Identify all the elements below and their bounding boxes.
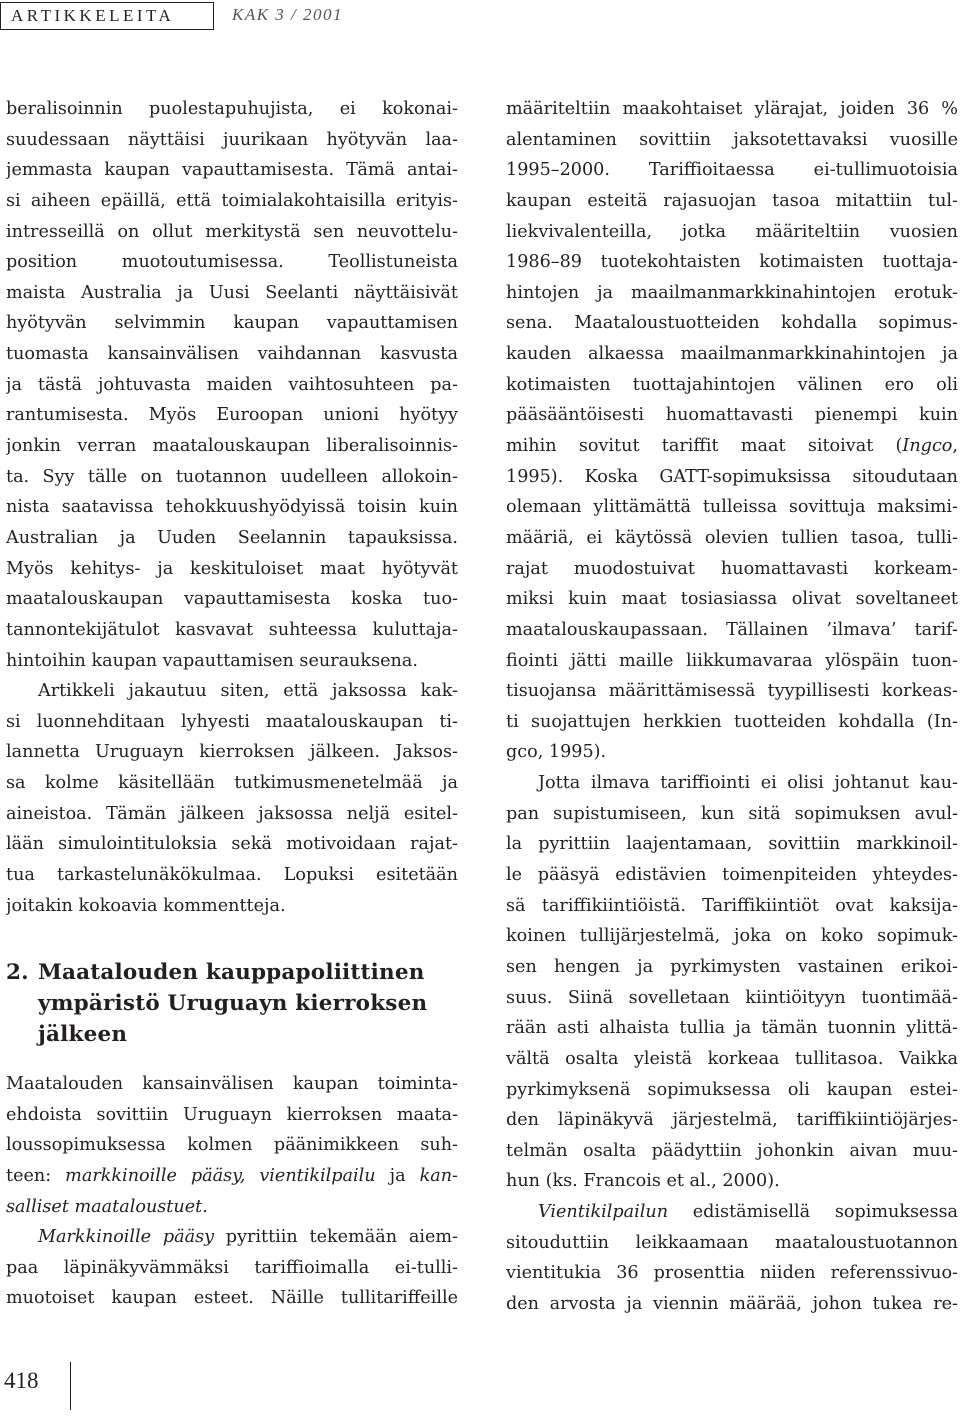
text-line: suus. Siinä sovelletaan kiintiöityyn tuontimää- [506,987,958,1008]
text-line: nista saatavissa tehokkuushyödyissä toisin kuin [6,497,458,518]
text-line: miksi kuin maat tosiasiassa olivat soveltaneet [506,589,958,610]
text-line: Australian ja Uuden Seelannin tapauksissa. [6,527,458,548]
text-line: intresseillä on ollut merkitystä sen neuvottelu- [6,221,458,242]
text-line: 1995). Koska GATT-sopimuksissa sitoudutaan [506,466,958,487]
text-line: 1995–2000. Tariffioitaessa ei-tullimuotoisia [506,160,958,181]
text-line [506,1197,958,1228]
text-line: position muotoutumisessa. Teollistuneista [6,252,458,273]
text-line: sä tariffikiintiöistä. Tariffikiintiöt ovat kaksija- [506,895,958,916]
text-line: joitakin kokoavia kommentteja. [6,895,286,916]
text-line: maista Australia ja Uusi Seelanti näyttäisivät [6,282,458,303]
text-line: jonkin verran maatalouskaupan liberalisoinnis- [6,436,458,457]
text-span: pyrittiin tekemään aiem- [214,1227,458,1248]
section-title-line: ympäristö Uruguayn kierroksen [38,991,428,1016]
text-line: suudessaan näyttäisi juurikaan hyötyvän laa- [6,129,458,150]
text-line: maatalouskaupan vapauttamisesta koska tuo- [6,589,458,610]
text-line: 1986–89 tuotekohtaisten kotimaisten tuottaja- [506,252,958,273]
text-line: rajat muodostuivat huomattavasti korkeam- [506,558,958,579]
page-number: 418 [4,1368,39,1393]
text-line: määriteltiin maakohtaiset ylärajat, joiden 36 % [506,99,958,119]
emphasis: kan- [419,1165,458,1186]
emphasis: Vientikilpailun [538,1202,669,1223]
running-header [0,0,960,36]
section-title-line: jälkeen [38,1022,128,1047]
text-line [506,431,958,462]
text-line: muotoiset kaupan esteet. Näille tullitariffeille [6,1288,458,1309]
text-line: Jotta ilmava tariffiointi ei olisi johtanut kau- [538,773,958,794]
text-line: sitouduttiin leikkaamaan maataloustuotannon [506,1232,958,1253]
emphasis: Ingco [902,436,953,457]
text-line: jemmasta kaupan vapauttamisesta. Tämä antai- [6,160,458,181]
text-line: tuomasta kansainvälisen vaihdannan kasvusta [6,344,458,365]
text-line [6,1222,458,1253]
section-heading [6,957,478,1050]
text-line: si aiheen epäillä, että toimialakohtaisilla erityis- [6,190,458,211]
text-span: mihin sovitut tariffit maat sitoivat ( [506,436,903,457]
section-title-line: Maatalouden kauppapoliittinen [38,960,425,985]
text-line: la pyrittiin laajentamaan, sovittiin markkinoil- [506,834,958,855]
text-line: liekvivalenteilla, jotka määriteltiin vuosien [506,221,958,242]
text-line: ta. Syy tälle on tuotannon uudelleen allokoin- [6,466,458,487]
text-line: den arvosta ja viennin määrää, johon tukea re- [506,1293,958,1314]
text-line: kaupan esteitä rajasuojan tasoa mitattiin tul- [506,190,958,211]
text-line: olemaan ylittämättä tulleissa sovittuja maksimi- [506,497,958,518]
text-line [6,1161,458,1192]
text-line: lannetta Uruguayn kierroksen jälkeen. Jaksos- [6,742,458,763]
section-body [6,1069,458,1314]
text-line: tisuojansa määrittämisessä tyypillisesti korkeas- [506,681,958,702]
text-line: gco, 1995). [506,742,607,763]
text-line: hintoihin kaupan vapauttamisen seurauksena. [6,650,418,671]
text-line: kauden alkaessa maailmanmarkkinahintojen ja [506,344,958,365]
text-line: määriä, ei käytössä olevien tullien tasoa, tulli- [506,527,958,548]
emphasis: Markkinoille pääsy [38,1227,215,1248]
text-span: ja [375,1165,420,1186]
text-line: pääsääntöisesti huomattavasti pienempi kuin [506,405,958,426]
text-line: kotimaisten tuottajahintojen välinen ero oli [506,374,958,395]
text-line: beralisoinnin puolestapuhujista, ei kokonai- [6,99,458,119]
text-line: alentaminen sovittiin jaksotettavaksi vuosille [506,129,958,150]
text-line: rään asti alhaista tullia ja tämän tuonnin ylittä- [506,1018,958,1039]
text-line: pyrkimyksenä sopimuksessa oli kaupan estei- [506,1079,958,1100]
journal-issue: KAK 3 / 2001 [232,5,344,24]
text-line: hun (ks. Francois et al., 2000). [506,1171,780,1192]
text-line: paa läpinäkyvämmäksi tariffioimalla ei-tulli- [6,1257,458,1278]
text-span: teen: [6,1165,66,1186]
text-line: rantumisesta. Myös Euroopan unioni hyötyy [6,405,458,426]
text-line: maatalouskaupassaan. Tällainen ’ilmava’ tarif- [506,619,958,640]
text-line: Myös kehitys- ja keskituloiset maat hyötyvät [6,558,458,579]
text-line: vientitukia 36 prosenttia niiden referenssivuo- [506,1263,958,1284]
text-line: si luonnehditaan lyhyesti maatalouskaupan ti- [6,711,458,732]
text-line: Artikkeli jakautuu siten, että jaksossa kak- [38,681,458,702]
text-line: ehdoista sovittiin Uruguayn kierroksen maata- [6,1104,458,1125]
text-line: ja tästä johtuvasta maiden vaihtosuhteen pa- [6,374,458,395]
emphasis: markkinoille pääsy, vientikilpailu [65,1165,376,1186]
emphasis: salliset maataloustuet. [6,1196,208,1217]
text-line: ti suojattujen herkkien tuotteiden kohdalla (In- [506,711,958,732]
text-line: pan supistumiseen, kun sitä sopimuksen avul- [506,803,958,824]
text-line [6,1192,458,1223]
text-line: loussopimuksessa kolmen päänimikkeen suh- [6,1135,458,1156]
text-span: edistämisellä sopimuksessa [668,1202,958,1223]
text-line: hyötyvän selvimmin kaupan vapauttamisen [6,313,458,334]
text-line: le pääsyä edistävien toimenpiteiden yhteydes- [506,865,958,886]
text-line: sa kolme käsitellään tutkimusmenetelmää ja [6,773,458,794]
footer-divider [70,1362,71,1410]
journal-section-label: ARTIKKELEITA [0,2,214,30]
text-line: vältä osalta yleistä korkeaa tullitasoa. Vaikka [506,1048,958,1069]
text-line: sena. Maataloustuotteiden kohdalla sopimus- [506,313,958,334]
text-span: , [952,436,958,457]
text-line: tannontekijätulot kasvavat suhteessa kuluttaja- [6,619,458,640]
text-line: aineistoa. Tämän jälkeen jaksossa neljä esitel- [6,803,458,824]
section-number: 2. [6,960,29,985]
text-line: telmän osalta päädyttiin johonkin aivan muu- [506,1140,958,1161]
text-line: hintojen ja maailmanmarkkinahintojen erotuk- [506,282,958,303]
text-line: lään simulointituloksia sekä motivoidaan rajat- [6,834,458,855]
right-column [506,94,958,1320]
text-line: sen hengen ja pyrkimysten vastainen erikoi- [506,956,958,977]
left-column [6,94,458,921]
text-line: tua tarkastelunäkökulmaa. Lopuksi esitetään [6,865,458,886]
text-line: den läpinäkyvä järjestelmä, tariffikiintiöjärjes- [506,1110,958,1131]
text-line: Maatalouden kansainvälisen kaupan toiminta- [6,1074,458,1094]
text-line: fiointi jätti maille liikkumavaraa ylöspäin tuon- [506,650,958,671]
text-line: koinen tullijärjestelmä, joka on koko sopimuk- [506,926,958,947]
